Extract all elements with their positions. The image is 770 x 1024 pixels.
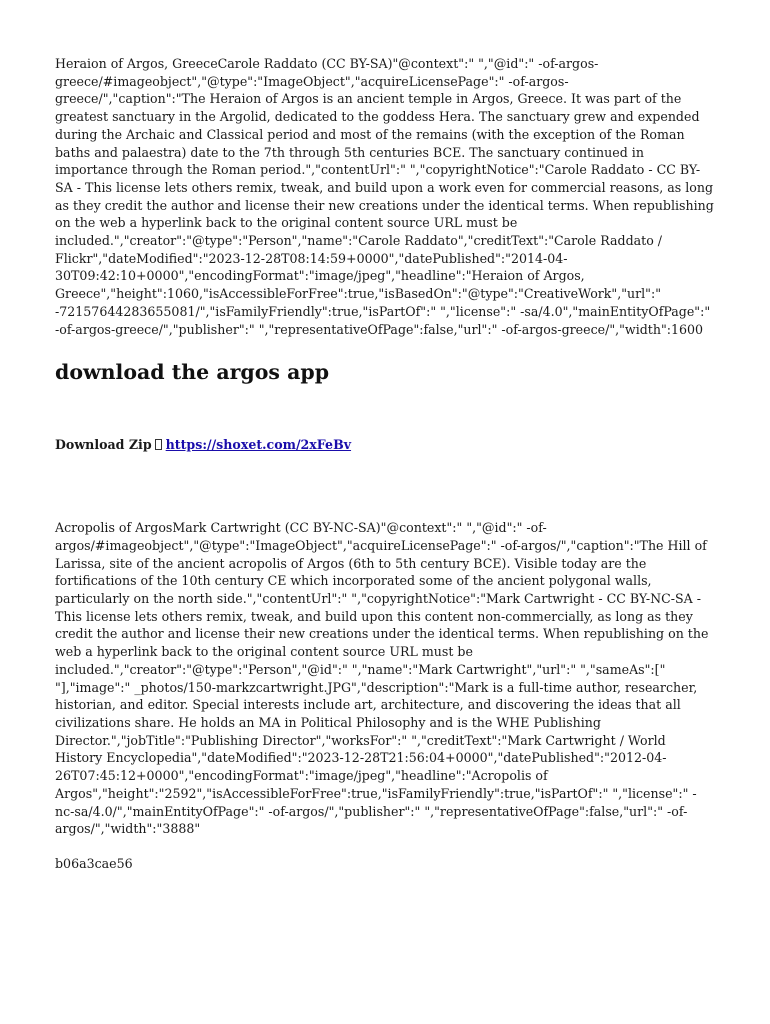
metadata-paragraph-acropolis: Acropolis of ArgosMark Cartwright (CC BY-NC-SA)"@context":" ","@id":" -of-argos/#imageobject","@type":"ImageObject","acquireLicensePage":" -of-argos/","caption":"The Hill of Larissa, site of the ancient acropolis of Argos (6th to 5th century BCE). Visible today are the fortifications of the 10th century CE which incorporated some of the ancient polygonal walls, particularly on the north side.","contentUrl":" ","copyrightNotice":"Mark Cartwright - CC BY-NC-SA - This license lets others remix, tweak, and build upon this content non-commercially, as long as they credit the author and license their new creations under the identical terms. When republishing on the web a hyperlink back to the original content source URL must be included.","creator":"@type":"Person","@id":" ","name":"Mark Cartwright","url":" ","sameAs":[" "],"image":" _photos/150-markzcartwright.JPG","description":"Mark is a full-time author, researcher, historian, and editor. Special interests include art, architecture, and discovering the ideas that all civilizations share. He holds an MA in Political Philosophy and is the WHE Publishing Director.","jobTitle":"Publishing Director","worksFor":" ","creditText":"Mark Cartwright / World History Encyclopedia","dateModified":"2023-12-28T21:56:04+0000","datePublished":"2012-04-26T07:45:12+0000","encodingFormat":"image/jpeg","headline":"Acropolis of Argos","height":"2592","isAccessibleForFree":true,"isFamilyFriendly":true,"isPartOf":" ","license":" -nc-sa/4.0/","mainEntityOfPage":" -of-argos/","publisher":" ","representativeOfPage":false,"url":" -of-argos/","width":"3888" (55, 520, 709, 837)
missing-glyph-icon (155, 439, 162, 450)
hash-code: b06a3cae56 (55, 855, 133, 871)
download-line (55, 436, 715, 453)
page-title: download the argos app (55, 360, 330, 385)
metadata-paragraph-heraion: Heraion of Argos, GreeceCarole Raddato (CC BY-SA)"@context":" ","@id":" -of-argos-greece/#imageobject","@type":"ImageObject","acquireLicensePage":" -of-argos-greece/","caption":"The Heraion of Argos is an ancient temple in Argos, Greece. It was part of the greatest sanctuary in the Argolid, dedicated to the goddess Hera. The sanctuary grew and expended during the Archaic and Classical period and most of the remains (with the exception of the Roman baths and palaestra) date to the 7th through 5th centuries BCE. The sanctuary continued in importance through the Roman period.","contentUrl":" ","copyrightNotice":"Carole Raddato - CC BY-SA - This license lets others remix, tweak, and build upon a work even for commercial reasons, as long as they credit the author and license their new creations under the identical terms. When republishing on the web a hyperlink back to the original content source URL must be included.","creator":"@type":"Person","name":"Carole Raddato","creditText":"Carole Raddato / Flickr","dateModified":"2023-12-28T08:14:59+0000","datePublished":"2014-04-30T09:42:10+0000","encodingFormat":"image/jpeg","headline":"Heraion of Argos, Greece","height":1060,"isAccessibleForFree":true,"isBasedOn":"@type":"CreativeWork","url":" -72157644283655081/","isFamilyFriendly":true,"isPartOf":" ","license":" -sa/4.0","mainEntityOfPage":" -of-argos-greece/","publisher":" ","representativeOfPage":false,"url":" -of-argos-greece/","width":1600 (55, 56, 714, 337)
download-link[interactable]: https://shoxet.com/2xFeBv (165, 437, 352, 453)
download-zip-label: Download Zip (55, 437, 152, 453)
document-page (55, 55, 715, 872)
